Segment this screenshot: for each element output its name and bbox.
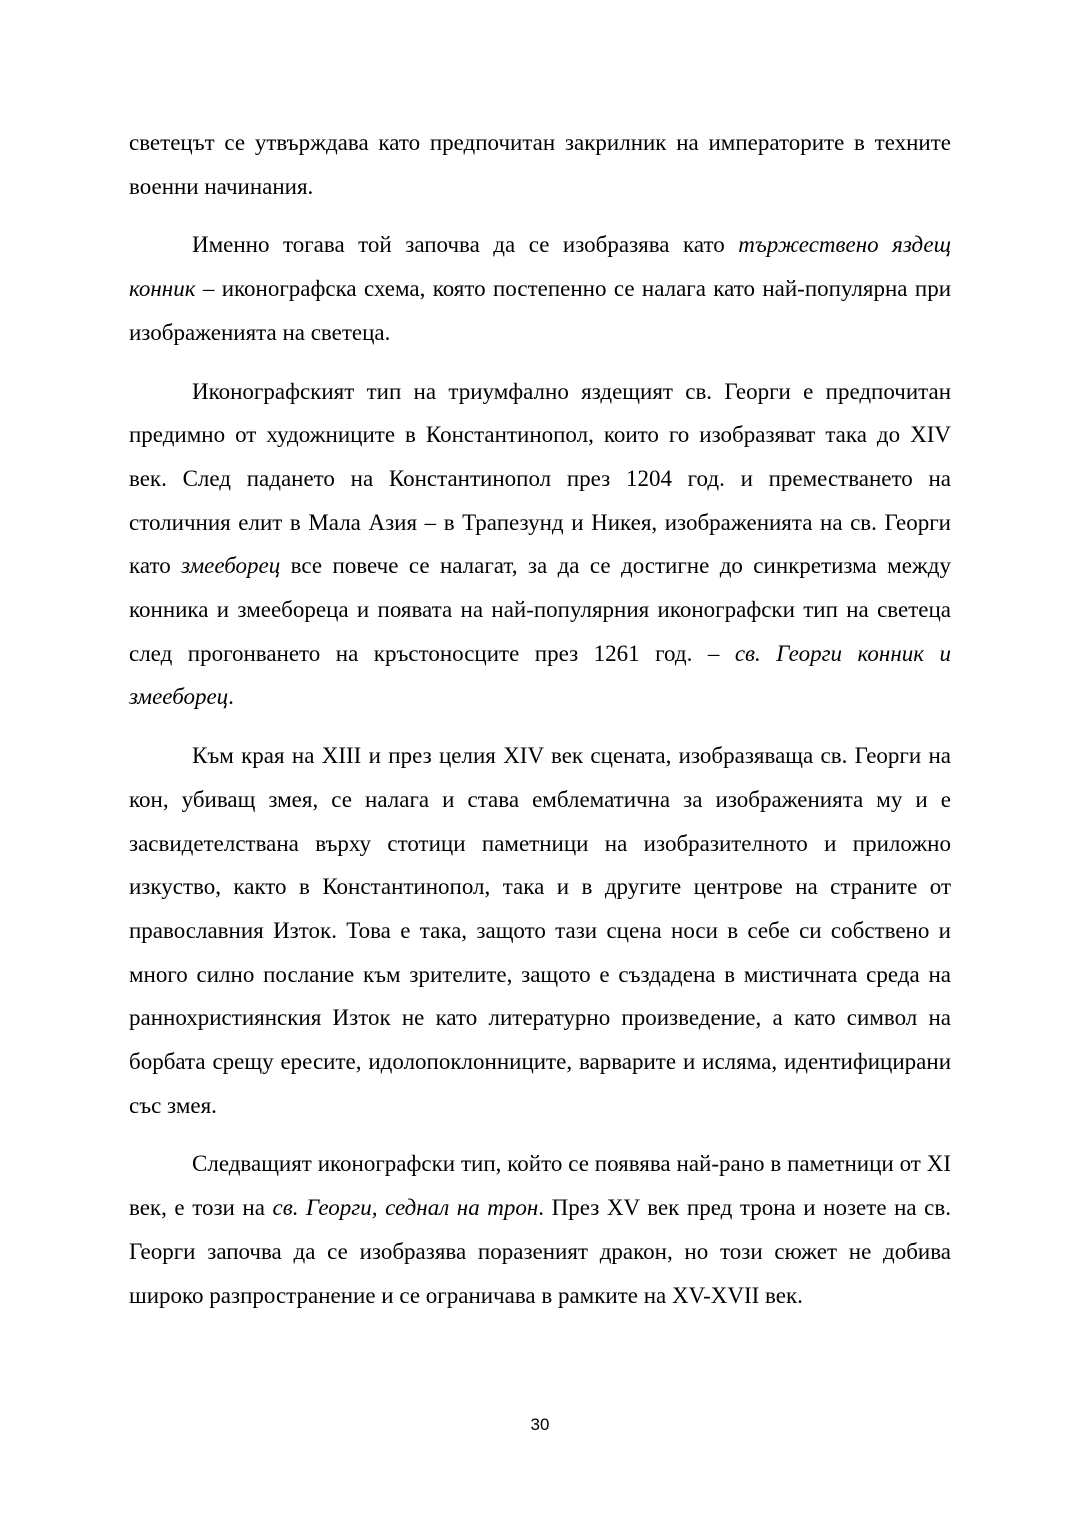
text-run: Следващият иконографски тип, който се появява най-рано в паметници от XI век, е този на xyxy=(129,1151,951,1221)
body-text xyxy=(129,121,951,1332)
text-run: светецът се утвърждава като предпочитан закрилник на императорите в техните военни начинания. xyxy=(129,130,951,199)
paragraph-1 xyxy=(129,121,951,208)
italic-term: змееборец xyxy=(181,553,281,579)
paragraph-5 xyxy=(129,1142,951,1317)
italic-term: тържествено яздещ конник xyxy=(129,232,951,302)
paragraph-4 xyxy=(129,734,951,1127)
text-run: Към края на XIII и през целия XIV век сцената, изобразяваща св. Георги на кон, убиващ змея, се налага и става емблематична за изображенията му и е засвидетелствана върху стотици паметници на изобразителното и приложно изкуство, както в Константинопол, така и в другите центрове на страните от православния Изток. Това е така, защото тази сцена носи в себе си собствено и много силно послание към зрителите, защото е създадена в мистичната среда на раннохристиянския Изток не като литературно произведение, а като символ на борбата срещу ересите, идолопоклонниците, варварите и исляма, идентифицирани със змея. xyxy=(129,743,951,1118)
text-run: Иконографският тип на триумфално яздещият св. Георги е предпочитан предимно от художниците в Константинопол, които го изобразяват така до XIV век. След падането на Константинопол през 1204 год. и преместването на столичния елит в Мала Азия – в Трапезунд и Никея, изображенията на св. Георги като xyxy=(129,378,951,579)
text-run: . През XV век пред трона и нозете на св. Георги започва да се изобразява поразеният дракон, но този сюжет не добива широко разпространение и се ограничава в рамките на XV-XVII век. xyxy=(129,1195,951,1308)
page-number: 30 xyxy=(530,1415,550,1434)
text-run: все повече се налагат, за да се достигне до синкретизма между конника и змееборецa и появата на най-популярния иконографски тип на светеца след прогонването на кръстоносците през 1261 год. – xyxy=(129,553,951,666)
text-run: Именно тогава той започва да се изобразява като xyxy=(192,232,739,258)
paragraph-2 xyxy=(129,223,951,354)
text-run: – иконографска схема, която постепенно се налага като най-популярна при изображенията на светеца. xyxy=(129,276,951,345)
text-run: . xyxy=(228,684,234,710)
paragraph-3 xyxy=(129,370,951,720)
italic-term: св. Георги конник и змееборец xyxy=(129,640,952,710)
italic-term: св. Георги, седнал на трон xyxy=(272,1195,539,1221)
